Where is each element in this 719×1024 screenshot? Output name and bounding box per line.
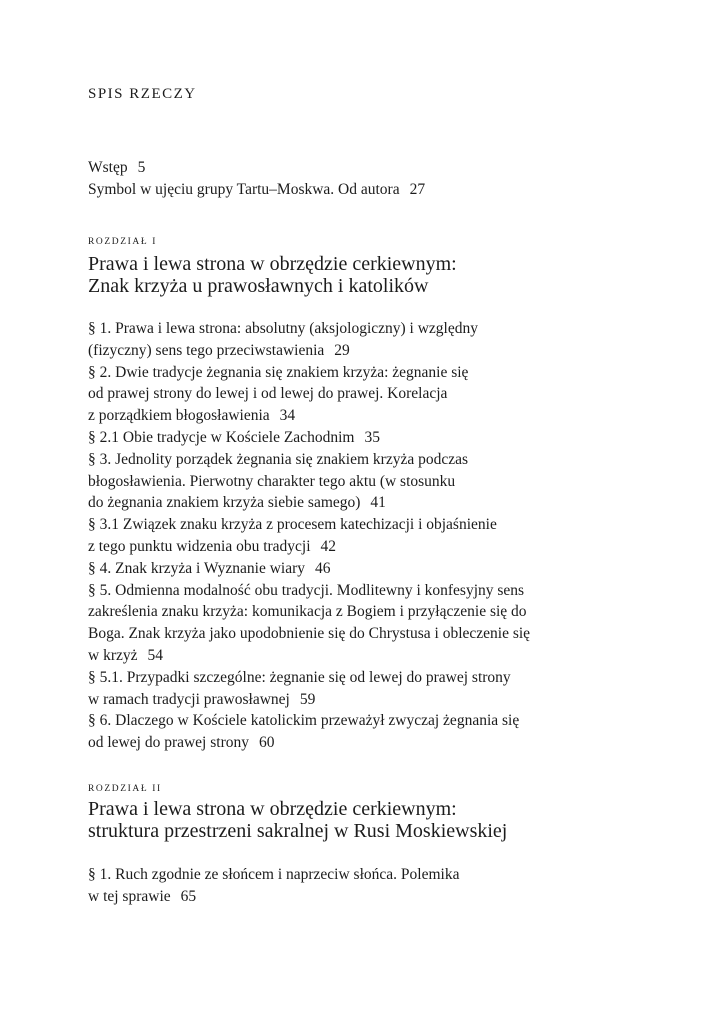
page-number: 54: [147, 646, 163, 664]
page-number: 60: [259, 734, 275, 752]
toc-line: [88, 405, 530, 427]
entry-text: do żegnania znakiem krzyża siebie samego): [88, 494, 361, 512]
toc-line: [88, 383, 530, 405]
chapter-title: [88, 253, 457, 297]
entry-text: błogosławienia. Pierwotny charakter tego aktu (w stosunku: [88, 472, 456, 490]
entry-text: § 4. Znak krzyża i Wyznanie wiary: [88, 559, 305, 577]
toc-line: [88, 710, 530, 732]
page-number: 5: [137, 159, 146, 176]
page-number: 42: [320, 537, 337, 555]
front-matter: [88, 157, 425, 201]
entry-text: z porządkiem błogosławienia: [88, 407, 270, 425]
toc-line: [88, 449, 530, 471]
toc-line: [88, 667, 530, 689]
entry-text: § 3. Jednolity porządek żegnania się znakiem krzyża podczas: [88, 450, 469, 468]
entry-text: w krzyż: [88, 646, 138, 664]
toc-entry: [88, 157, 425, 179]
toc-line: [88, 580, 530, 602]
chapter-title-line: Prawa i lewa strona w obrzędzie cerkiewnym:: [88, 253, 457, 275]
page-number: 29: [334, 341, 350, 359]
toc-line: [88, 471, 530, 493]
toc-line: [88, 340, 530, 362]
entry-text: § 5. Odmienna modalność obu tradycji. Modlitewny i konfesyjny sens: [88, 581, 525, 599]
page-number: 27: [409, 181, 426, 198]
entry-text: § 1. Ruch zgodnie ze słońcem i naprzeciw słońca. Polemika: [88, 866, 460, 883]
entry-text: Boga. Znak krzyża jako upodobnienie się do Chrystusa i obleczenie się: [88, 625, 531, 643]
chapter-entries: [88, 318, 530, 754]
entry-text: (fizyczny) sens tego przeciwstawienia: [88, 341, 325, 359]
entry-text: z tego punktu widzenia obu tradycji: [88, 537, 311, 555]
toc-line: [88, 536, 530, 558]
chapter-title-line: struktura przestrzeni sakralnej w Rusi Moskiewskiej: [88, 820, 508, 842]
entry-text: § 6. Dlaczego w Kościele katolickim przeważył zwyczaj żegnania się: [88, 712, 520, 730]
page-number: 34: [279, 407, 296, 425]
entry-text: § 2. Dwie tradycje żegnania się znakiem krzyża: żegnanie się: [88, 363, 469, 381]
page-number: 35: [364, 428, 380, 446]
toc-line: [88, 514, 530, 536]
entry-text: w ramach tradycji prawosławnej: [88, 690, 290, 708]
toc-line: [88, 886, 459, 908]
entry-text: Symbol w ujęciu grupy Tartu–Moskwa. Od autora: [88, 181, 400, 198]
entry-text: § 5.1. Przypadki szczególne: żegnanie się od lewej do prawej strony: [88, 668, 511, 686]
chapter-title: [88, 798, 507, 842]
toc-line: [88, 492, 530, 514]
chapter-label: ROZDZIAŁ I: [88, 237, 158, 247]
entry-text: od prawej strony do lewej i od lewej do prawej. Korelacja: [88, 385, 448, 403]
toc-line: [88, 601, 530, 623]
chapter-entries: [88, 864, 459, 908]
chapter-title-line: Prawa i lewa strona w obrzędzie cerkiewnym:: [88, 798, 457, 820]
toc-line: [88, 732, 530, 754]
toc-line: [88, 427, 530, 449]
chapter-title-line: Znak krzyża u prawosławnych i katolików: [88, 275, 429, 297]
toc-line: [88, 362, 530, 384]
page-heading: SPIS RZECZY: [88, 86, 197, 102]
entry-text: w tej sprawie: [88, 887, 171, 905]
entry-text: Wstęp: [88, 159, 128, 176]
page-number: 41: [370, 494, 386, 512]
toc-line: [88, 864, 459, 886]
chapter-label: ROZDZIAŁ II: [88, 784, 162, 794]
page-number: 46: [315, 559, 331, 577]
entry-text: § 1. Prawa i lewa strona: absolutny (aksjologiczny) i względny: [88, 320, 478, 337]
entry-text: zakreślenia znaku krzyża: komunikacja z Bogiem i przyłączenie się do: [88, 603, 527, 621]
toc-entry: [88, 179, 425, 201]
toc-line: [88, 558, 530, 580]
entry-text: § 3.1 Związek znaku krzyża z procesem katechizacji i objaśnienie: [88, 516, 497, 534]
toc-line: [88, 318, 530, 340]
entry-text: od lewej do prawej strony: [88, 734, 249, 752]
entry-text: § 2.1 Obie tradycje w Kościele Zachodnim: [88, 428, 355, 446]
toc-line: [88, 689, 530, 711]
page-number: 65: [180, 887, 197, 905]
toc-line: [88, 623, 530, 645]
toc-line: [88, 645, 530, 667]
page-number: 59: [299, 690, 316, 708]
